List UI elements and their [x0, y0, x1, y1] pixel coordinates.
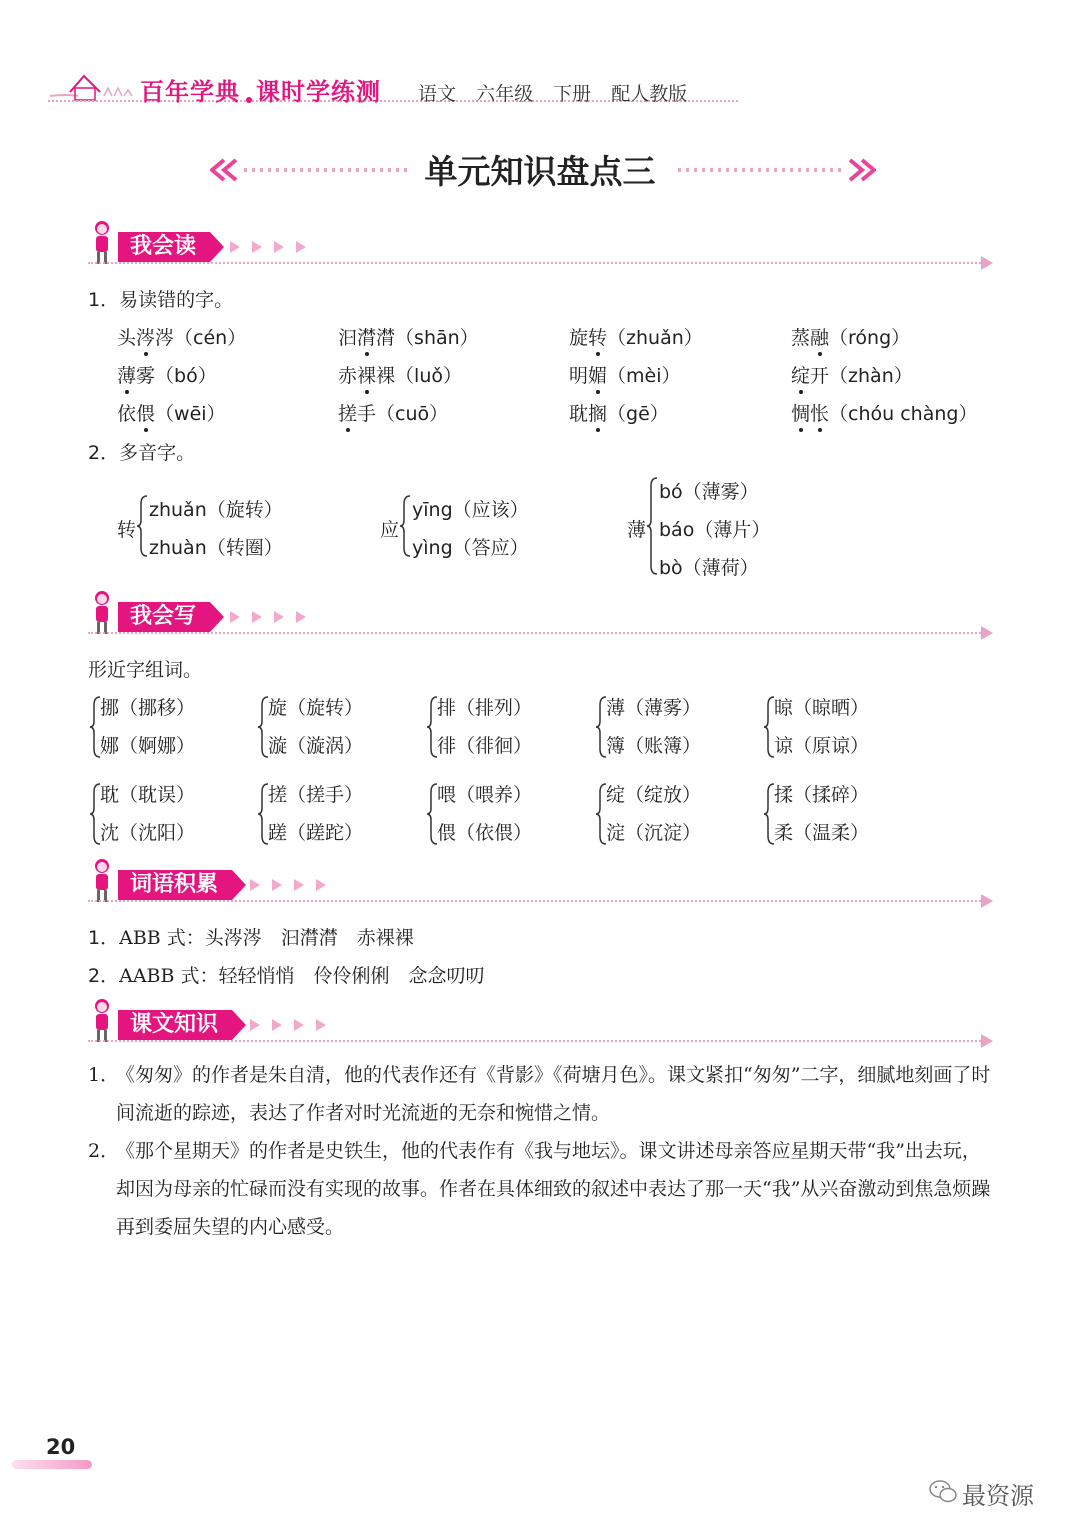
pinyin: （mèi） [607, 365, 681, 387]
title-right-arrows-icon [676, 156, 876, 184]
duoyin-char-ying: 应 [380, 519, 400, 541]
girl-mascot-icon [88, 856, 116, 906]
similar-char-word: 晾（晾晒） [774, 697, 870, 719]
read-word-item [338, 399, 448, 426]
read-word-item [338, 361, 462, 388]
emphasized-char: 转 [588, 323, 607, 350]
read-word-item [791, 323, 910, 350]
read-word-item [569, 361, 681, 388]
char: 涔 [155, 327, 175, 349]
emphasized-char: 偎 [136, 399, 155, 426]
duoyin-zhuan-1: zhuǎn（旋转） [149, 499, 283, 521]
duoyin-bao-2: báo（薄片） [659, 519, 771, 541]
dotline-end-arrow-icon [981, 1034, 993, 1048]
section-read-tab: 我会读 [118, 232, 210, 262]
duoyin-bao-1: bó（薄雾） [659, 481, 759, 503]
wechat-icon [928, 1478, 958, 1506]
similar-char-word: 搓（搓手） [268, 784, 364, 806]
char: 旋 [569, 327, 589, 349]
duoyin-zhuan-2: zhuàn（转圈） [149, 537, 283, 559]
brand-title: 百年学典 课时学练测 [140, 78, 381, 106]
pinyin: （wēi） [155, 403, 226, 425]
emphasized-char: 涔 [136, 323, 155, 350]
char: 潸 [376, 327, 396, 349]
similar-char-word: 偎（依偎） [437, 822, 533, 844]
duoyin-ying-2: yìng（答应） [412, 537, 529, 559]
duoyin-bao-3: bò（薄荷） [659, 557, 759, 579]
emphasized-char: 惆 [791, 399, 810, 426]
similar-char-word: 漩（漩涡） [268, 735, 364, 757]
section-words-header [88, 856, 993, 906]
pinyin: （shān） [395, 327, 479, 349]
char: 明 [569, 365, 589, 387]
char: 耽 [569, 403, 589, 425]
similar-char-word: 娜（婀娜） [100, 735, 196, 757]
similar-char-word: 蹉（蹉跎） [268, 822, 364, 844]
page-title: 单元知识盘点三 [424, 152, 656, 191]
read-word-item [117, 399, 226, 426]
char: 汩 [338, 327, 358, 349]
read-word-item [569, 399, 669, 426]
section-text-header [88, 996, 993, 1046]
section-write-header [88, 588, 993, 638]
section-text-tab: 课文知识 [118, 1010, 232, 1040]
girl-mascot-icon [88, 218, 116, 268]
similar-char-word: 柔（温柔） [774, 822, 870, 844]
dotline-end-arrow-icon [981, 894, 993, 908]
pinyin: （cuō） [376, 403, 449, 425]
char: 蒸 [791, 327, 811, 349]
words-line-1: 1．ABB 式：头涔涔 汩潸潸 赤裸裸 [88, 927, 414, 949]
similar-char-word: 谅（原谅） [774, 735, 870, 757]
dotline-end-arrow-icon [981, 256, 993, 270]
similar-char-word: 徘（徘徊） [437, 735, 533, 757]
section-arrows-icon [230, 238, 320, 256]
duoyin-char-zhuan: 转 [117, 519, 137, 541]
page-number: 20 [46, 1435, 76, 1459]
emphasized-char: 薄 [117, 361, 136, 388]
char: 赤 [338, 365, 358, 387]
similar-char-word: 淀（沉淀） [606, 822, 702, 844]
emphasized-char: 搓 [338, 399, 357, 426]
write-label: 形近字组词。 [88, 659, 203, 681]
words-line-2: 2．AABB 式：轻轻悄悄 伶伶俐俐 念念叨叨 [88, 965, 485, 987]
page-number-bar [12, 1460, 92, 1469]
section-arrows-icon [230, 608, 320, 626]
girl-mascot-icon [88, 996, 116, 1046]
read-word-item [338, 323, 479, 350]
similar-char-word: 簿（账簿） [606, 735, 702, 757]
header-meta: 语文 六年级 下册 配人教版 [418, 83, 688, 105]
similar-char-word: 沈（沈阳） [100, 822, 196, 844]
pinyin: （chóu chàng） [829, 403, 978, 425]
emphasized-char: 融 [810, 323, 829, 350]
read-word-item [791, 399, 977, 426]
dotline-end-arrow-icon [981, 626, 993, 640]
pinyin: （cén） [174, 327, 247, 349]
section-words-tab: 词语积累 [118, 870, 232, 900]
pinyin: （bó） [155, 365, 217, 387]
girl-mascot-icon [88, 588, 116, 638]
section-write-tab: 我会写 [118, 602, 210, 632]
read-q2-label: 2．多音字。 [88, 442, 196, 464]
similar-char-word: 排（排列） [437, 697, 533, 719]
read-word-item [117, 361, 217, 388]
text-paragraph-1: 1． 《匆匆》的作者是朱自清，他的代表作还有《背影》《荷塘月色》。课文紧扣“匆匆”二字，细腻地刻画了时间流逝的踪迹，表达了作者对时光流逝的无奈和惋惜之情。 [88, 1064, 991, 1124]
watermark-text: 最资源 [962, 1482, 1034, 1510]
read-word-item [791, 361, 913, 388]
emphasized-char: 媚 [588, 361, 607, 388]
section-arrows-icon [250, 876, 340, 894]
text-paragraph-2: 2． 《那个星期天》的作者是史铁生，他的代表作有《我与地坛》。课文讲述母亲答应星期天带“我”出去玩，却因为母亲的忙碌而没有实现的故事。作者在具体细致的叙述中表达了那一天“我”从兴奋激动到焦急烦躁再到委屈失望的内心感受。 [88, 1140, 991, 1238]
pinyin: （zhàn） [829, 365, 913, 387]
char: 头 [117, 327, 137, 349]
read-word-item [117, 323, 246, 350]
pinyin: （luǒ） [395, 365, 462, 387]
emphasized-char: 裸 [357, 361, 376, 388]
similar-char-word: 耽（耽误） [100, 784, 196, 806]
emphasized-char: 怅 [810, 399, 829, 426]
emphasized-char: 潸 [357, 323, 376, 350]
pinyin: （róng） [829, 327, 911, 349]
brace-icon [647, 476, 659, 576]
brace-icon [400, 494, 412, 558]
pinyin: （zhuǎn） [607, 327, 703, 349]
char: 手 [357, 403, 377, 425]
similar-char-word: 旋（旋转） [268, 697, 364, 719]
read-q1-label: 1．易读错的字。 [88, 289, 234, 311]
emphasized-char: 绽 [791, 361, 810, 388]
similar-char-word: 揉（揉碎） [774, 784, 870, 806]
similar-char-word: 薄（薄雾） [606, 697, 702, 719]
pinyin: （gē） [607, 403, 669, 425]
duoyin-ying-1: yīng（应该） [412, 499, 529, 521]
emphasized-char: 搁 [588, 399, 607, 426]
similar-char-word: 挪（挪移） [100, 697, 196, 719]
brace-icon [137, 494, 149, 558]
section-arrows-icon [250, 1016, 340, 1034]
char: 开 [810, 365, 830, 387]
char: 雾 [136, 365, 156, 387]
char: 依 [117, 403, 137, 425]
similar-char-word: 喂（喂养） [437, 784, 533, 806]
char: 裸 [376, 365, 396, 387]
section-read-header [88, 218, 993, 268]
duoyin-char-bao: 薄 [627, 519, 647, 541]
similar-char-word: 绽（绽放） [606, 784, 702, 806]
read-word-item [569, 323, 703, 350]
